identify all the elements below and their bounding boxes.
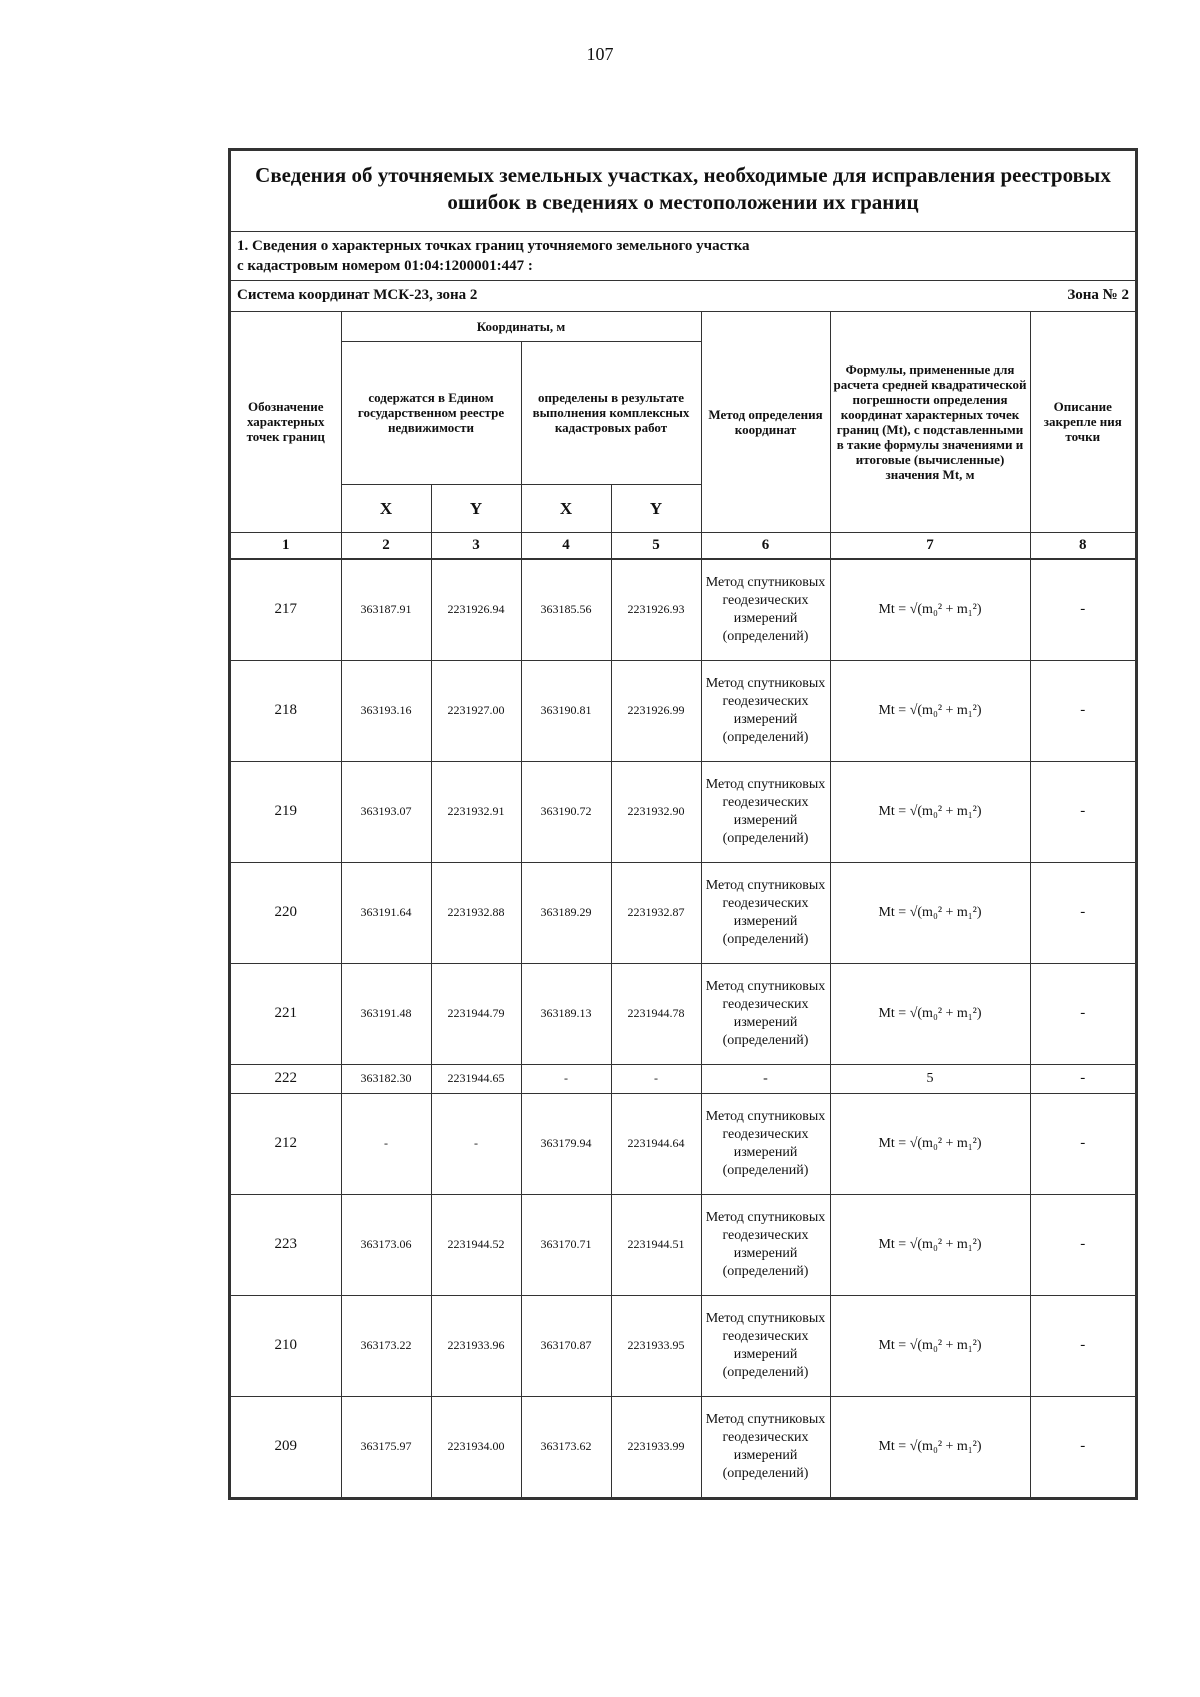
page-number: 107 xyxy=(586,44,614,64)
column-number-row xyxy=(231,532,1135,559)
determined-y-cell: 2231933.99 xyxy=(611,1396,701,1497)
coordinate-system-row xyxy=(231,281,1135,312)
registry-y-cell: 2231932.88 xyxy=(431,862,521,963)
point-cell: 209 xyxy=(231,1396,341,1497)
formula-cell: Mt = √(m₀² + m₁²) xyxy=(830,660,1030,761)
header-formulas: Формулы, примененные для расчета средней квадратической погрешности определения координат характерных точек границ (Mt), с подставленными в такие формулы значениями и итоговые (вычисленные) значения Mt, м xyxy=(830,312,1030,532)
header-method: Метод определения координат xyxy=(701,312,830,532)
point-cell: 218 xyxy=(231,660,341,761)
registry-y-cell: 2231927.00 xyxy=(431,660,521,761)
registry-x-cell: 363191.64 xyxy=(341,862,431,963)
registry-y-cell: 2231926.94 xyxy=(431,559,521,661)
determined-x-cell: - xyxy=(521,1064,611,1093)
table-row xyxy=(231,559,1135,661)
header-determined-x: X xyxy=(521,484,611,532)
table-row xyxy=(231,1295,1135,1396)
column-number: 6 xyxy=(701,532,830,559)
registry-x-cell: 363193.16 xyxy=(341,660,431,761)
column-number: 4 xyxy=(521,532,611,559)
point-cell: 221 xyxy=(231,963,341,1064)
column-number: 1 xyxy=(231,532,341,559)
registry-x-cell: 363187.91 xyxy=(341,559,431,661)
description-cell: - xyxy=(1030,660,1135,761)
formula-cell: Mt = √(m₀² + m₁²) xyxy=(830,1093,1030,1194)
determined-x-cell: 363190.81 xyxy=(521,660,611,761)
header-registry-x: X xyxy=(341,484,431,532)
method-cell: Метод спутниковых геодезических измерений (определений) xyxy=(701,1295,830,1396)
method-cell: Метод спутниковых геодезических измерений (определений) xyxy=(701,1093,830,1194)
registry-x-cell: 363173.06 xyxy=(341,1194,431,1295)
table-row xyxy=(231,963,1135,1064)
registry-y-cell: 2231944.65 xyxy=(431,1064,521,1093)
registry-x-cell: 363173.22 xyxy=(341,1295,431,1396)
formula-cell: Mt = √(m₀² + m₁²) xyxy=(830,559,1030,661)
determined-y-cell: 2231933.95 xyxy=(611,1295,701,1396)
header-registry-y: Y xyxy=(431,484,521,532)
point-cell: 222 xyxy=(231,1064,341,1093)
point-cell: 217 xyxy=(231,559,341,661)
description-cell: - xyxy=(1030,963,1135,1064)
coordinate-system-label: Система координат МСК-23, зона 2 xyxy=(237,287,478,303)
header-coordinates: Координаты, м xyxy=(341,312,701,341)
section-heading xyxy=(231,232,1135,281)
registry-y-cell: 2231932.91 xyxy=(431,761,521,862)
header-determined: определены в результате выполнения комплексных кадастровых работ xyxy=(521,341,701,484)
header-point-designation: Обозначение характерных точек границ xyxy=(231,312,341,532)
description-cell: - xyxy=(1030,862,1135,963)
registry-x-cell: 363193.07 xyxy=(341,761,431,862)
determined-x-cell: 363190.72 xyxy=(521,761,611,862)
determined-x-cell: 363179.94 xyxy=(521,1093,611,1194)
determined-x-cell: 363173.62 xyxy=(521,1396,611,1497)
registry-y-cell: 2231934.00 xyxy=(431,1396,521,1497)
formula-cell: Mt = √(m₀² + m₁²) xyxy=(830,1396,1030,1497)
determined-x-cell: 363170.71 xyxy=(521,1194,611,1295)
table-row xyxy=(231,862,1135,963)
description-cell: - xyxy=(1030,559,1135,661)
formula-cell: Mt = √(m₀² + m₁²) xyxy=(830,1194,1030,1295)
registry-y-cell: 2231944.52 xyxy=(431,1194,521,1295)
column-number: 5 xyxy=(611,532,701,559)
registry-x-cell: 363182.30 xyxy=(341,1064,431,1093)
description-cell: - xyxy=(1030,1194,1135,1295)
determined-x-cell: 363189.13 xyxy=(521,963,611,1064)
description-cell: - xyxy=(1030,1295,1135,1396)
zone-label: Зона № 2 xyxy=(1067,287,1129,303)
point-cell: 220 xyxy=(231,862,341,963)
header-description: Описание закрепле ния точки xyxy=(1030,312,1135,532)
formula-cell: Mt = √(m₀² + m₁²) xyxy=(830,862,1030,963)
formula-cell: 5 xyxy=(830,1064,1030,1093)
registry-x-cell: - xyxy=(341,1093,431,1194)
column-number: 8 xyxy=(1030,532,1135,559)
column-number: 2 xyxy=(341,532,431,559)
method-cell: Метод спутниковых геодезических измерений (определений) xyxy=(701,660,830,761)
determined-x-cell: 363185.56 xyxy=(521,559,611,661)
determined-y-cell: - xyxy=(611,1064,701,1093)
determined-y-cell: 2231926.93 xyxy=(611,559,701,661)
table-row xyxy=(231,1194,1135,1295)
formula-cell: Mt = √(m₀² + m₁²) xyxy=(830,761,1030,862)
table-row xyxy=(231,1064,1135,1093)
header-determined-y: Y xyxy=(611,484,701,532)
description-cell: - xyxy=(1030,1093,1135,1194)
determined-y-cell: 2231932.87 xyxy=(611,862,701,963)
registry-y-cell: 2231933.96 xyxy=(431,1295,521,1396)
registry-x-cell: 363175.97 xyxy=(341,1396,431,1497)
description-cell: - xyxy=(1030,1396,1135,1497)
method-cell: Метод спутниковых геодезических измерений (определений) xyxy=(701,1396,830,1497)
table-row xyxy=(231,761,1135,862)
header-in-registry: содержатся в Едином государственном реестре недвижимости xyxy=(341,341,521,484)
section-heading-line-2: с кадастровым номером 01:04:1200001:447 : xyxy=(237,258,533,274)
point-cell: 219 xyxy=(231,761,341,862)
formula-cell: Mt = √(m₀² + m₁²) xyxy=(830,963,1030,1064)
determined-y-cell: 2231926.99 xyxy=(611,660,701,761)
registry-y-cell: - xyxy=(431,1093,521,1194)
document-title: Сведения об уточняемых земельных участках, необходимые для исправления реестровых ошибок в сведениях о местоположении их границ xyxy=(231,151,1135,232)
formula-cell: Mt = √(m₀² + m₁²) xyxy=(830,1295,1030,1396)
table-row xyxy=(231,1396,1135,1497)
method-cell: Метод спутниковых геодезических измерений (определений) xyxy=(701,963,830,1064)
method-cell: Метод спутниковых геодезических измерений (определений) xyxy=(701,761,830,862)
column-number: 3 xyxy=(431,532,521,559)
point-cell: 210 xyxy=(231,1295,341,1396)
column-number: 7 xyxy=(830,532,1030,559)
method-cell: Метод спутниковых геодезических измерений (определений) xyxy=(701,1194,830,1295)
point-cell: 223 xyxy=(231,1194,341,1295)
determined-x-cell: 363189.29 xyxy=(521,862,611,963)
determined-y-cell: 2231932.90 xyxy=(611,761,701,862)
section-heading-line-1: 1. Сведения о характерных точках границ уточняемого земельного участка xyxy=(237,238,750,254)
registry-x-cell: 363191.48 xyxy=(341,963,431,1064)
point-cell: 212 xyxy=(231,1093,341,1194)
registry-y-cell: 2231944.79 xyxy=(431,963,521,1064)
determined-x-cell: 363170.87 xyxy=(521,1295,611,1396)
description-cell: - xyxy=(1030,761,1135,862)
boundary-points-table xyxy=(231,312,1135,1497)
determined-y-cell: 2231944.51 xyxy=(611,1194,701,1295)
table-row xyxy=(231,1093,1135,1194)
determined-y-cell: 2231944.64 xyxy=(611,1093,701,1194)
determined-y-cell: 2231944.78 xyxy=(611,963,701,1064)
method-cell: - xyxy=(701,1064,830,1093)
method-cell: Метод спутниковых геодезических измерений (определений) xyxy=(701,862,830,963)
table-row xyxy=(231,660,1135,761)
method-cell: Метод спутниковых геодезических измерений (определений) xyxy=(701,559,830,661)
description-cell: - xyxy=(1030,1064,1135,1093)
document-sheet xyxy=(228,148,1138,1500)
